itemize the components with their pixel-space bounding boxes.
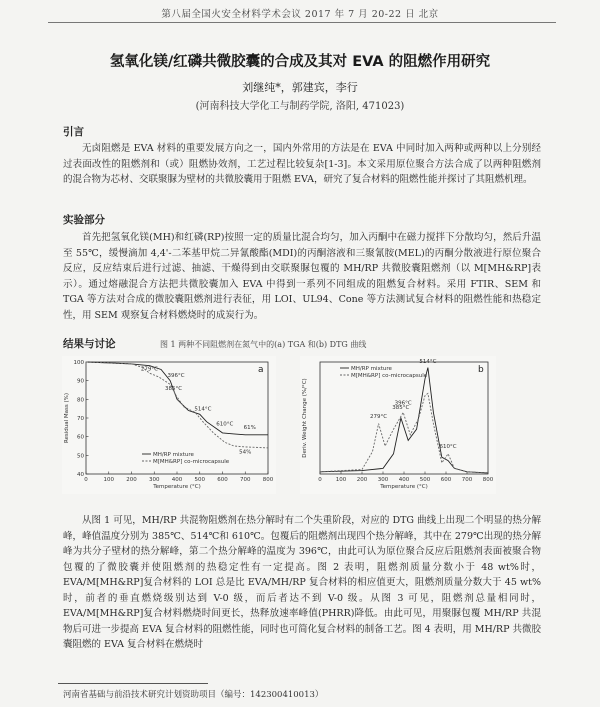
y-tick-label: 70: [77, 416, 84, 422]
results-heading: 结果与讨论: [63, 338, 116, 350]
y-tick-label: 50: [77, 453, 84, 460]
affiliation: (河南科技大学化工与制药学院, 洛阳, 471023): [195, 101, 405, 112]
x-tick-label: 300: [149, 477, 160, 483]
y-tick-label: 90: [77, 378, 84, 385]
y-tick-label: 40: [77, 472, 84, 478]
x-tick-label: 0: [84, 477, 88, 483]
peak-annotation: 61%: [243, 425, 256, 432]
peak-annotation: 610°C: [216, 421, 234, 428]
x-tick-label: 300: [377, 477, 389, 483]
x-tick-label: 200: [356, 477, 368, 483]
peak-annotation: 279°C: [140, 366, 159, 373]
figure-panel-b: [300, 356, 496, 494]
x-tick-label: 400: [398, 477, 410, 483]
results-paragraph: 从图 1 可见，MH/RP 共混物阻燃剂在热分解时有二个失重阶段，对应的 DTG 曲线上出现二个明显的热分解峰，峰值温度分别为 385℃、514℃和 610℃。包覆后的阻燃剂出现四个热分解峰，其中在 279℃出现的热分解峰为共分子壁材的热分解峰，第二个热分解峰的温度为 396℃，由此可认为原位聚合反应后阻燃剂表面被聚合物包覆的了微胶囊并使阻燃剂的热稳定性有一定提高。图 2 表明，阻燃剂质量分数小于 48 wt%时，EVA/M[MH&RP]复合材料的 LOI 总是比 EVA/MH/RP 复合材料的相应值更大，阻燃剂质量分数大于 45 wt%时，前者的垂直燃烧级别达到 V-0 级，而后者达不到 V-0 级。从图 3 可见，阻燃剂总量相同时，EVA/M[MH&RP]复合材料燃烧时间更长，热释放速率峰值(PHRR)降低。由此可见，用聚脲包覆 MH/RP 共混物后可进一步提高 EVA 复合材料的阻燃性能，同时也可简化复合材料的制备工艺。图 4 表明，用 MH/RP 共微胶囊阻燃的 EVA 复合材料在燃烧时: [63, 515, 541, 650]
figure-caption: 图 1 两种不同阻燃剂在氮气中的(a) TGA 和(b) DTG 曲线: [160, 340, 367, 349]
x-tick-label: 200: [126, 477, 137, 483]
panel-label: b: [478, 365, 484, 375]
x-tick-label: 0: [318, 477, 322, 483]
x-tick-label: 100: [335, 477, 347, 483]
x-tick-label: 700: [240, 477, 251, 483]
footnote-rule: [58, 683, 208, 684]
peak-annotation: 396°C: [167, 372, 185, 379]
y-axis-label: Residual Mass (%): [64, 392, 70, 444]
x-tick-label: 500: [419, 477, 431, 483]
y-axis-label: Deriv. Weight Change (%/°C): [302, 378, 308, 458]
y-tick-label: 60: [77, 434, 84, 441]
y-tick-label: 80: [77, 397, 84, 404]
peak-annotation: 610°C: [439, 444, 457, 451]
y-tick-label: 100: [73, 360, 84, 366]
peak-annotation: 396°C: [394, 400, 412, 407]
legend-label: MH/RP mixture: [153, 452, 194, 458]
authors: 刘继纯*，郭建宾，李行: [242, 81, 358, 94]
intro-paragraph: 无卤阻燃是 EVA 材料的重要发展方向之一，国内外常用的方法是在 EVA 中同时加入两种或两种以上分别经过表面改性的阻燃剂和（或）阻燃协效剂，工艺过程比较复杂[1-3]。本文采用原位聚合方法合成了以两种阻燃剂的混合物为芯材、交联聚脲为壁材的共微胶囊用于阻燃 EVA，研究了复合材料的阻燃性能并探讨了其阻燃机理。: [63, 143, 541, 185]
peak-annotation: 514°C: [419, 359, 437, 366]
x-tick-label: 800: [482, 477, 494, 483]
header-rule: [48, 22, 556, 23]
legend-label: M[MH&RP] co-microcapsule: [351, 373, 428, 379]
conference-header: 第八届全国火安全材料学术会议 2017 年 7 月 20-22 日 北京: [161, 9, 439, 20]
x-tick-label: 400: [171, 477, 183, 483]
legend-label: MH/RP mixture: [351, 366, 392, 372]
x-tick-label: 600: [440, 477, 452, 483]
panel-label: a: [258, 365, 264, 375]
peak-annotation: 385°C: [165, 386, 183, 392]
peak-annotation: 385°C: [392, 405, 410, 412]
figure-panel-a: [62, 356, 276, 494]
dtg-chart: [300, 356, 496, 494]
series-line-1: [320, 368, 488, 473]
x-tick-label: 700: [461, 477, 473, 483]
peak-annotation: 54%: [239, 449, 252, 456]
x-tick-label: 100: [103, 477, 114, 483]
x-axis-label: Temperature (°C): [153, 484, 201, 490]
x-tick-label: 500: [194, 477, 205, 483]
footnote: 河南省基础与前沿技术研究计划资助项目（编号：142300410013）: [63, 690, 324, 700]
intro-heading: 引言: [63, 126, 84, 138]
peak-annotation: 514°C: [194, 406, 212, 413]
legend-label: M[MH&RP] co-microcapsule: [153, 459, 230, 465]
x-tick-label: 600: [217, 477, 228, 483]
x-tick-label: 800: [262, 477, 274, 483]
x-axis-label: Temperature (°C): [380, 484, 428, 490]
tga-chart: [62, 356, 276, 494]
paper-title: 氢氧化镁/红磷共微胶囊的合成及其对 EVA 的阻燃作用研究: [109, 54, 491, 70]
experimental-heading: 实验部分: [63, 214, 105, 226]
peak-annotation: 279°C: [370, 414, 388, 420]
experimental-paragraph: 首先把氢氧化镁(MH)和红磷(RP)按照一定的质量比混合均匀，加入丙酮中在磁力搅拌下分散均匀，然后升温至 55℃，缓慢滴加 4,4'-二苯基甲烷二异氰酸酯(MDI)的丙酮溶液和三聚氰胺(MEL)的丙酮分散液进行原位聚合反应，反应结束后进行过滤、抽滤、干燥得到由交联聚脲包覆的 MH/RP 共微胶囊阻燃剂（以 M[MH&RP]表示）。通过熔融混合方法把共微胶囊加入 EVA 中得到一系列不同组成的阻燃复合材料。采用 FTIR、SEM 和 TGA 等方法对合成的微胶囊阻燃剂进行表征，用 LOI、UL94、Cone 等方法测试复合材料的阻燃性能和热稳定性，用 SEM 观察复合材料燃烧时的成炭行为。: [63, 232, 541, 321]
